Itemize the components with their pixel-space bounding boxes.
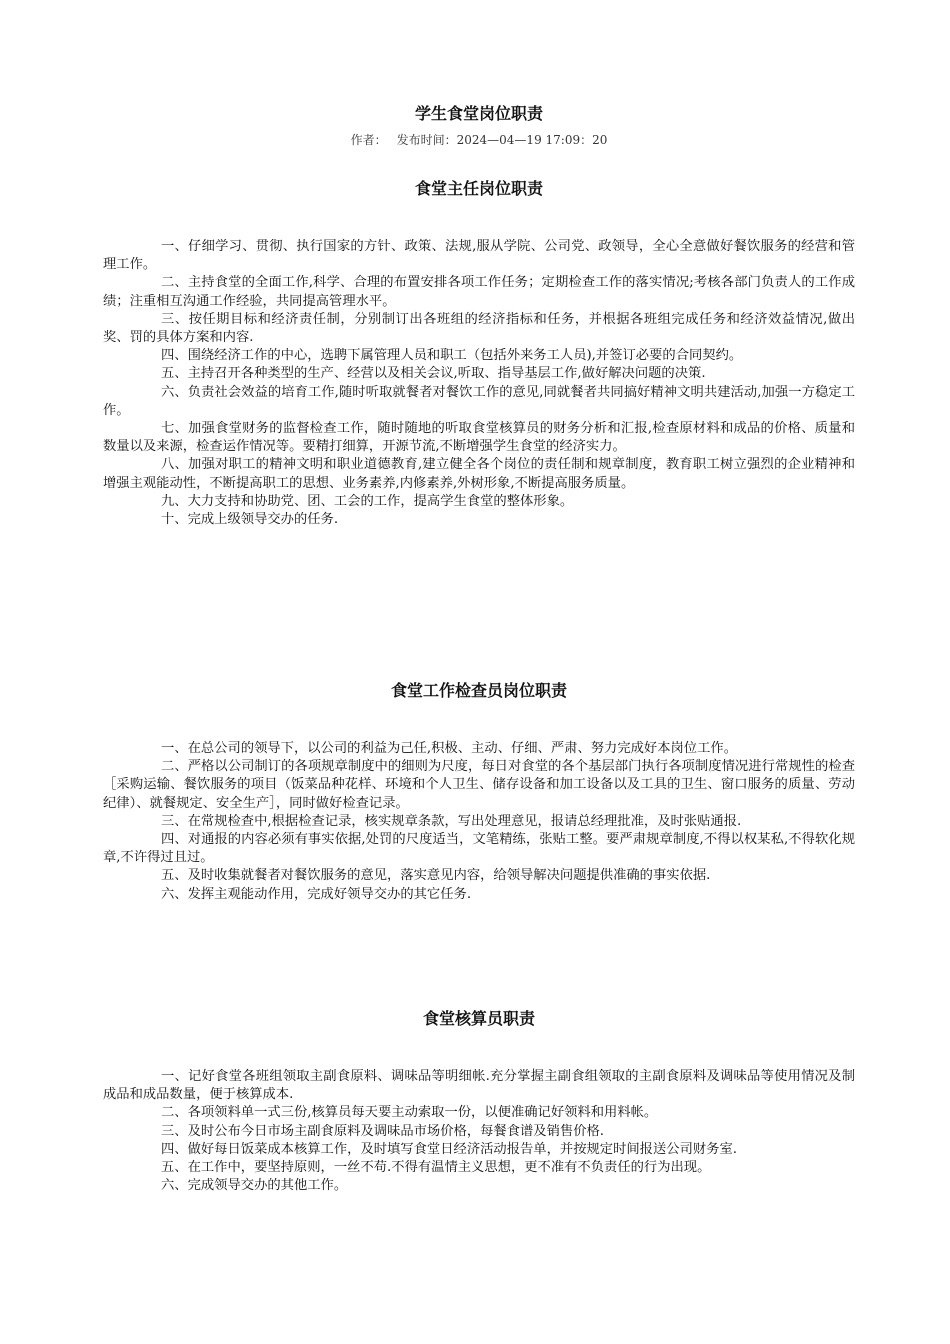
duty-item: 五、及时收集就餐者对餐饮服务的意见，落实意见内容，给领导解决问题提供准确的事实依据. xyxy=(161,868,711,884)
author-label: 作者： xyxy=(350,133,387,147)
section-title-inspector: 食堂工作检查员岗位职责 xyxy=(390,681,567,700)
document-title: 学生食堂岗位职责 xyxy=(414,104,543,123)
section-body-accountant xyxy=(103,1068,855,1195)
duty-item: 一、记好食堂各班组领取主副食原料、调味品等明细帐.充分掌握主副食组领取的主副食原料及调味品等使用情况及制成品和成品数量，便于核算成本. xyxy=(103,1069,855,1103)
section-title-director: 食堂主任岗位职责 xyxy=(414,179,543,198)
duty-item: 四、对通报的内容必须有事实依据,处罚的尺度适当，文笔精练，张贴工整。要严肃规章制度,不得以权某私,不得软化规章,不许得过且过。 xyxy=(103,832,855,866)
section-title-accountant: 食堂核算员职责 xyxy=(422,1009,535,1028)
section-body-director xyxy=(103,238,855,529)
duty-item: 四、围绕经济工作的中心，选聘下属管理人员和职工（包括外来务工人员),并签订必要的合同契约。 xyxy=(161,348,743,364)
duty-item: 五、主持召开各种类型的生产、经营以及相关会议,听取、指导基层工作,做好解决问题的决策. xyxy=(161,366,706,382)
duty-item: 六、完成领导交办的其他工作。 xyxy=(161,1178,348,1194)
duty-item: 一、仔细学习、贯彻、执行国家的方针、政策、法规,服从学院、公司党、政领导，全心全意做好餐饮服务的经营和管理工作。 xyxy=(103,239,855,273)
duty-item: 二、各项领料单一式三份,核算员每天要主动索取一份，以便准确记好领料和用料帐。 xyxy=(161,1105,658,1121)
duty-item: 十、完成上级领导交办的任务. xyxy=(161,512,339,528)
section-body-inspector xyxy=(103,740,855,904)
document-meta xyxy=(103,132,855,148)
duty-item: 六、负责社会效益的培育工作,随时听取就餐者对餐饮工作的意见,同就餐者共同搞好精神文明共建活动,加强一方稳定工作。 xyxy=(103,384,855,418)
duty-item: 六、发挥主观能动作用，完成好领导交办的其它任务. xyxy=(161,886,472,902)
duty-item: 八、加强对职工的精神文明和职业道德教育,建立健全各个岗位的责任制和规章制度，教育职工树立强烈的企业精神和增强主观能动性，不断提高职工的思想、业务素养,内修素养,外树形象,不断提高服务质量。 xyxy=(103,457,855,491)
duty-item: 四、做好每日饭菜成本核算工作，及时填写食堂日经济活动报告单，并按规定时间报送公司财务室. xyxy=(161,1141,737,1157)
duty-item: 二、严格以公司制订的各项规章制度中的细则为尺度，每日对食堂的各个基层部门执行各项制度情况进行常规性的检查［采购运输、餐饮服务的项目（饭菜品种花样、环境和个人卫生、储存设备和加工设备以及工具的卫生、窗口服务的质量、劳动纪律）、就餐规定、安全生产］，同时做好检查记录。 xyxy=(103,759,855,811)
duty-item: 三、在常规检查中,根据检查记录，核实规章条款，写出处理意见，报请总经理批准，及时张贴通报. xyxy=(161,813,742,829)
duty-item: 七、加强食堂财务的监督检查工作，随时随地的听取食堂核算员的财务分析和汇报,检查原材料和成品的价格、质量和数量以及来源，检查运作情况等。要精打细算，开源节流,不断增强学生食堂的经济实力。 xyxy=(103,421,855,455)
duty-item: 三、及时公布今日市场主副食原料及调味品市场价格，每餐食谱及销售价格. xyxy=(161,1123,605,1139)
publish-time: 发布时间：2024—04—19 17:09：20 xyxy=(396,133,608,147)
duty-item: 三、按任期目标和经济责任制，分别制订出各班组的经济指标和任务，并根据各班组完成任务和经济效益情况,做出奖、罚的具体方案和内容. xyxy=(103,311,855,346)
duty-item: 五、在工作中，要坚持原则，一丝不苟.不得有温情主义思想，更不准有不负责任的行为出现。 xyxy=(161,1160,711,1176)
duty-item: 二、主持食堂的全面工作,科学、合理的布置安排各项工作任务；定期检查工作的落实情况;考核各部门负责人的工作成绩；注重相互沟通工作经验，共同提高管理水平。 xyxy=(103,275,855,309)
duty-item: 一、在总公司的领导下，以公司的利益为己任,积极、主动、仔细、严肃、努力完成好本岗位工作。 xyxy=(161,741,737,756)
duty-item: 九、大力支持和协助党、团、工会的工作，提高学生食堂的整体形象。 xyxy=(161,493,574,509)
